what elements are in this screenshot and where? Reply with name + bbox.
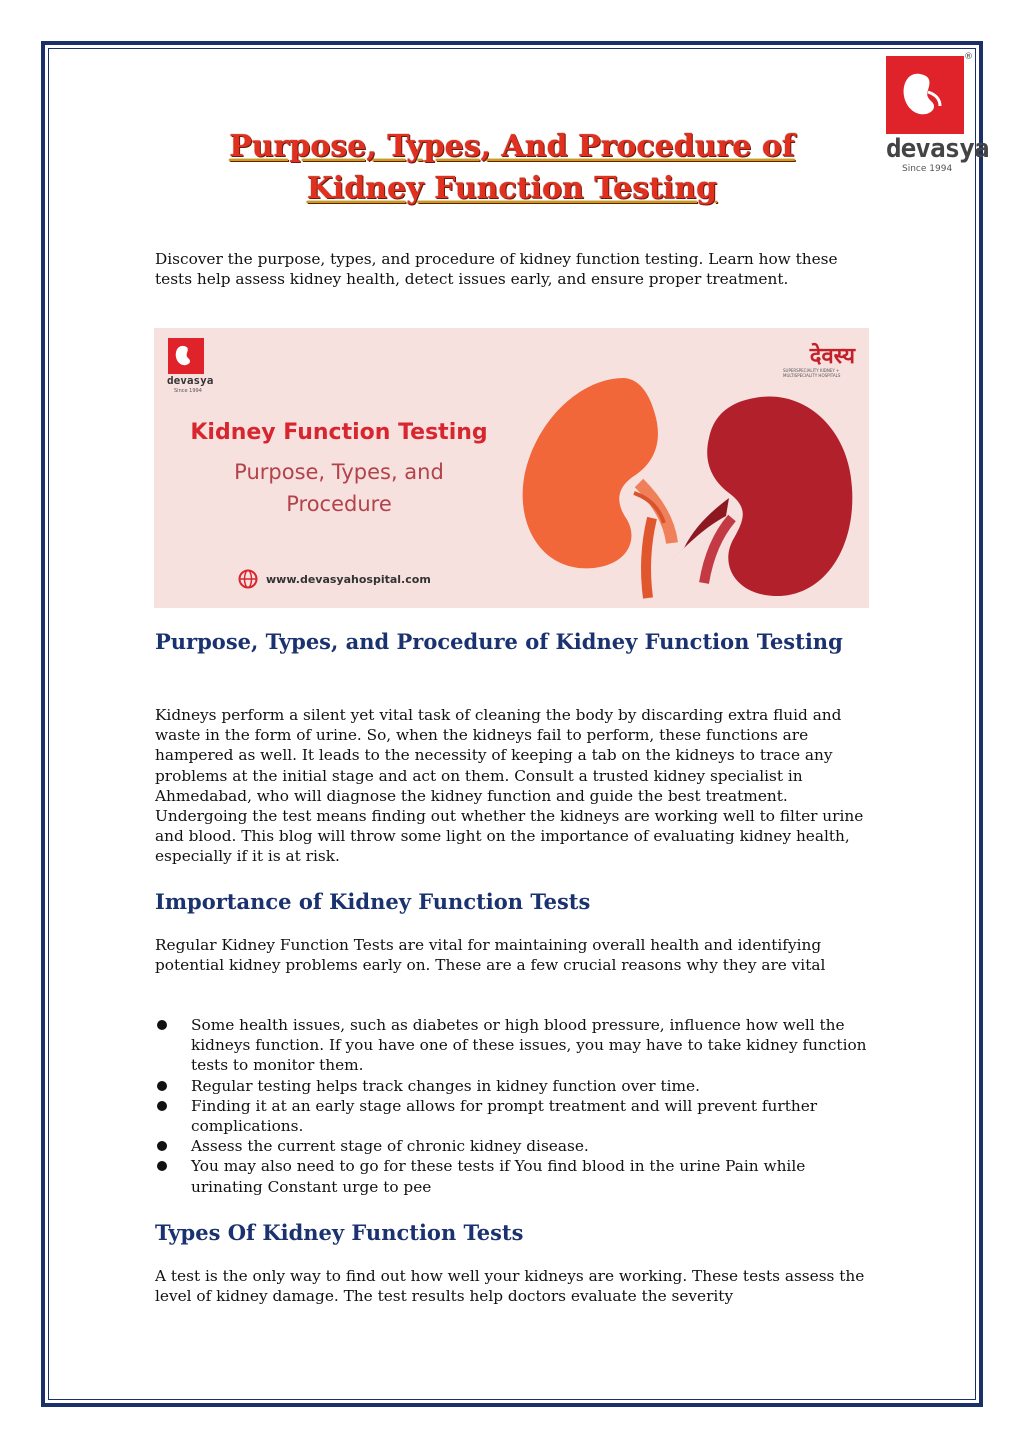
- registered-mark: ®: [964, 52, 973, 62]
- banner-website: [238, 569, 431, 589]
- bullet-icon: [157, 1101, 167, 1111]
- section-body-importance: Regular Kidney Function Tests are vital for maintaining overall health and identifying potential kidney problems early on. These are a few crucial reasons why they are vital: [155, 936, 826, 975]
- banner-subtitle-line-2: Procedure: [286, 492, 392, 516]
- section-heading-types: Types Of Kidney Function Tests: [155, 1220, 524, 1245]
- banner-subtitle: [154, 456, 524, 520]
- banner-logo-since: Since 1994: [174, 388, 202, 394]
- banner-website-url: www.devasyahospital.com: [266, 572, 431, 586]
- brand-logo: [886, 52, 989, 174]
- banner-hindi-logo: देवस्य: [809, 344, 855, 369]
- brand-wordmark: devasya: [886, 134, 989, 164]
- list-item: You may also need to go for these tests if You find blood in the urine Pain while urinating Constant urge to pee: [155, 1156, 871, 1196]
- page-title: [150, 126, 874, 210]
- section-body-purpose: Kidneys perform a silent yet vital task of cleaning the body by discarding extra fluid and waste in the form of urine. So, when the kidneys fail to perform, these functions are hampered as well. It leads to the necessity of keeping a tab on the kidneys to trace any problems at the initial stage and act on them. Consult a trusted kidney specialist in Ahmedabad, who will diagnose the kidney function and guide the best treatment. Undergoing the test means finding out whether the kidneys are working well to filter urine and blood. This blog will throw some light on the importance of evaluating kidney health, especially if it is at risk.: [155, 706, 864, 866]
- list-item: Finding it at an early stage allows for prompt treatment and will prevent further complications.: [155, 1096, 871, 1136]
- banner-hindi-subtitle: SUPERSPECIALITY KIDNEY + MULTISPECIALITY HOSPITALS: [783, 368, 841, 378]
- importance-bullet-list: [155, 1015, 871, 1197]
- section-heading-importance: Importance of Kidney Function Tests: [155, 889, 591, 914]
- list-item: Some health issues, such as diabetes or high blood pressure, influence how well the kidneys function. If you have one of these issues, you may have to take kidney function tests to monitor them.: [155, 1015, 871, 1076]
- globe-icon: [238, 569, 258, 589]
- bullet-icon: [157, 1141, 167, 1151]
- kidneys-illustration: [504, 348, 864, 608]
- list-item: Assess the current stage of chronic kidney disease.: [155, 1136, 871, 1156]
- section-heading-purpose: Purpose, Types, and Procedure of Kidney Function Testing: [155, 629, 843, 654]
- kidney-logo-icon: [886, 56, 964, 134]
- banner-title: Kidney Function Testing: [190, 420, 488, 445]
- intro-paragraph: Discover the purpose, types, and procedure of kidney function testing. Learn how these tests help assess kidney health, detect issues early, and ensure proper treatment.: [155, 250, 838, 289]
- hero-banner-image: [154, 328, 869, 608]
- banner-logo-icon: [168, 338, 204, 374]
- section-body-types: A test is the only way to find out how well your kidneys are working. These tests assess the level of kidney damage. The test results help doctors evaluate the severity: [155, 1267, 865, 1306]
- bullet-icon: [157, 1020, 167, 1030]
- brand-since: Since 1994: [902, 164, 953, 174]
- bullet-icon: [157, 1081, 167, 1091]
- banner-logo-wordmark: devasya: [167, 374, 214, 387]
- title-line-1: Purpose, Types, And Procedure of: [229, 129, 795, 164]
- title-line-2: Kidney Function Testing: [306, 171, 718, 206]
- bullet-icon: [157, 1161, 167, 1171]
- banner-subtitle-line-1: Purpose, Types, and: [234, 460, 444, 484]
- list-item: Regular testing helps track changes in kidney function over time.: [155, 1076, 871, 1096]
